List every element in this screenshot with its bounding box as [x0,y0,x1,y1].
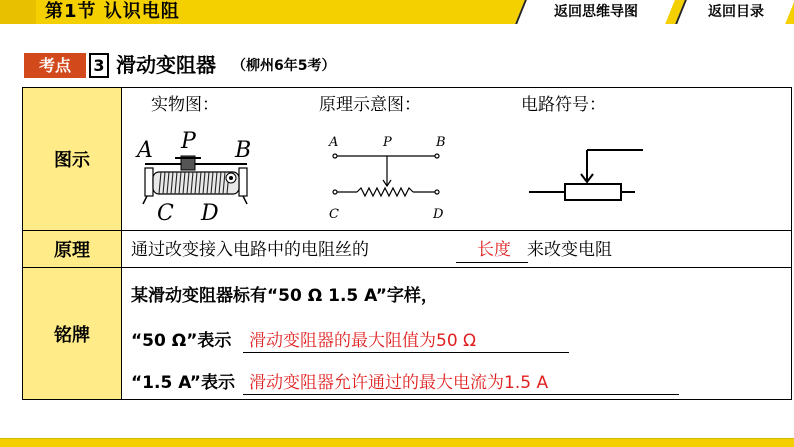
section-title: 滑动变阻器 [116,53,216,77]
caption-schematic: 原理示意图： [319,95,421,115]
schematic-label-a: A [329,135,339,150]
caption-symbol: 电路符号： [521,95,606,115]
rheostat-schematic [319,128,459,224]
section-source: （柳州6年5考） [232,58,336,74]
principle-text-before: 通过改变接入电路中的电阻丝的 [131,240,369,260]
photo-label-p: P [181,129,196,154]
exam-point-badge: 考点 [24,53,86,78]
principle-text-after: 来改变电阻 [527,240,612,260]
photo-label-b: B [235,138,252,163]
back-to-toc-label: 返回目录 [708,4,764,20]
back-to-mindmap-label: 返回思维导图 [554,4,638,20]
photo-label-c: C [157,201,174,224]
nameplate-line2-underline [243,352,569,353]
row-head-principle: 原理 [23,231,121,267]
lesson-title: 第1节 认识电阻 [45,1,180,22]
column-divider [121,88,122,399]
nameplate-line1: 某滑动变阻器标有“50 Ω 1.5 A”字样， [131,286,438,306]
schematic-label-d: D [433,207,444,222]
caption-photo: 实物图： [151,95,219,115]
photo-label-a: A [137,138,153,163]
photo-label-d: D [201,201,219,224]
top-bar [0,0,794,24]
schematic-label-b: B [436,135,446,150]
row-divider [23,267,791,268]
principle-answer-underline [456,262,528,263]
nameplate-line2-answer: 滑动变阻器的最大阻值为50 Ω [249,331,477,351]
bottom-bar [0,438,794,447]
topbar-decoration [0,0,36,24]
nameplate-line2-prefix: “50 Ω”表示 [131,331,232,351]
rheostat-body [143,156,247,204]
back-to-mindmap-button[interactable] [515,0,675,24]
rheostat-photo-illustration [131,128,281,224]
schematic-label-c: C [329,207,339,222]
principle-answer: 长度 [477,240,511,260]
exam-point-number: 3 [89,53,109,78]
nameplate-line3-answer: 滑动变阻器允许通过的最大电流为1.5 A [249,373,549,393]
nameplate-line3-underline [243,394,679,395]
schematic-label-p: P [383,135,392,150]
rheostat-circuit-symbol [517,128,657,224]
content-table [22,87,792,400]
row-head-diagram: 图示 [23,88,121,230]
back-to-toc-button[interactable] [675,0,794,24]
row-head-nameplate: 铭牌 [23,268,121,399]
row-divider [23,230,791,231]
nameplate-line3-prefix: “1.5 A”表示 [131,373,235,393]
